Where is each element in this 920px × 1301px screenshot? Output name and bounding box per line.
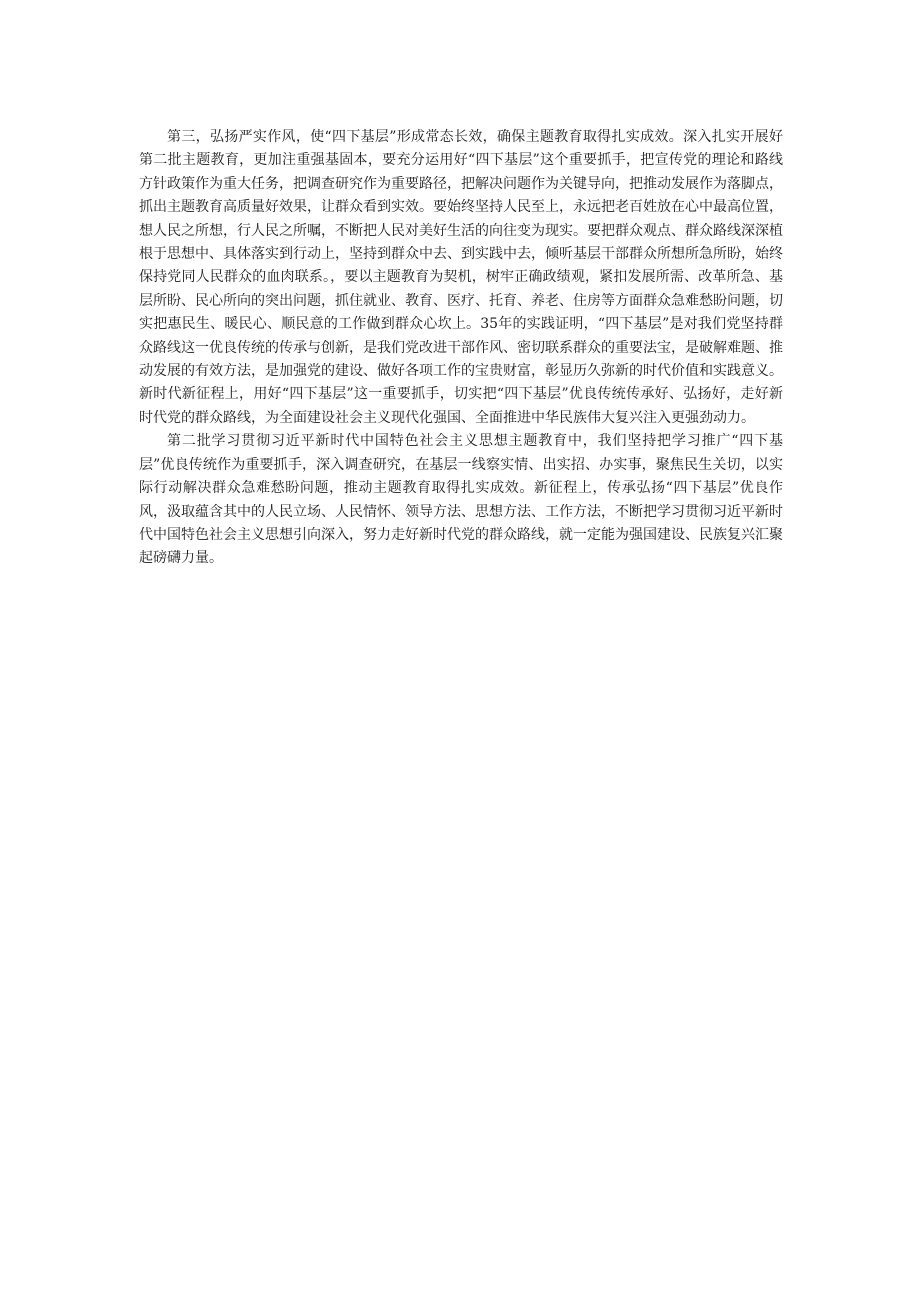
paragraph-second-batch-education: 第二批学习贯彻习近平新时代中国特色社会主义思想主题教育中，我们坚持把学习推广“四下基层”优良传统作为重要抓手，深入调查研究，在基层一线察实情、出实招、办实事，聚焦民生关切，以实际行动解决群众急难愁盼问题，推动主题教育取得扎实成效。新征程上，传承弘扬“四下基层”优良作风，汲取蕴含其中的人民立场、人民情怀、领导方法、思想方法、工作方法，不断把学习贯彻习近平新时代中国特色社会主义思想引向深入，努力走好新时代党的群众路线，就一定能为强国建设、民族复兴汇聚起磅礴力量。 (139, 433, 783, 567)
document-body (139, 126, 783, 571)
paragraph-third-point: 第三，弘扬严实作风，使“四下基层”形成常态长效，确保主题教育取得扎实成效。深入扎实开展好第二批主题教育，更加注重强基固本，要充分运用好“四下基层”这个重要抓手，把宣传党的理论和路线方针政策作为重大任务，把调查研究作为重要路径，把解决问题作为关键导向，把推动发展作为落脚点，抓出主题教育高质量好效果，让群众看到实效。要始终坚持人民至上，永远把老百姓放在心中最高位置，想人民之所想，行人民之所嘱，不断把人民对美好生活的向往变为现实。要把群众观点、群众路线深深植根于思想中、具体落实到行动上，坚持到群众中去、到实践中去，倾听基层干部群众所想所急所盼，始终保持党同人民群众的血肉联系。，要以主题教育为契机，树牢正确政绩观，紧扣发展所需、改革所急、基层所盼、民心所向的突出问题，抓住就业、教育、医疗、托育、养老、住房等方面群众急难愁盼问题，切实把惠民生、暖民心、顺民意的工作做到群众心坎上。35年的实践证明，“四下基层”是对我们党坚持群众路线这一优良传统的传承与创新，是我们党改进干部作风、密切联系群众的重要法宝，是破解难题、推动发展的有效方法，是加强党的建设、做好各项工作的宝贵财富，彰显历久弥新的时代价值和实践意义。新时代新征程上，用好“四下基层”这一重要抓手，切实把“四下基层”优良传统传承好、弘扬好，走好新时代党的群众路线，为全面建设社会主义现代化强国、全面推进中华民族伟大复兴注入更强劲动力。 (139, 129, 783, 426)
